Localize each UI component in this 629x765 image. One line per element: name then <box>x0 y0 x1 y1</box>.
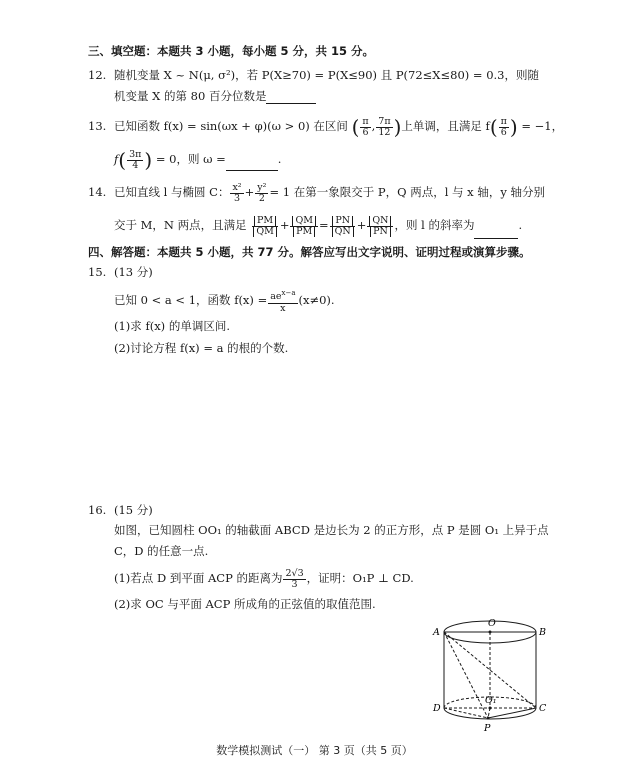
q14-text-b: = 1 在第一象限交于 P，Q 两点，l 与 x 轴，y 轴分别 <box>269 185 545 199</box>
q14-text-a: 已知直线 l 与椭圆 C： <box>114 185 230 199</box>
q15-function-frac <box>268 288 297 313</box>
q13-text-d: = 0，则 ω = <box>155 152 226 166</box>
q13-f: f <box>114 152 119 166</box>
q13-text-c: = −1， <box>521 119 564 133</box>
q13-text-b: 上单调，且满足 f <box>401 119 490 133</box>
q16-part1 <box>114 566 414 590</box>
q13-paren2-close: ) <box>144 148 153 172</box>
q16-part1-a: (1)若点 D 到平面 ACP 的距离为 <box>114 571 283 585</box>
q14-text-c: 交于 M，N 两点，且满足 <box>114 218 247 232</box>
q14-pm-1: PM <box>254 216 276 226</box>
q13-paren-open: ( <box>489 115 498 139</box>
q14-qm-1: QM <box>253 227 277 237</box>
q12-answer-blank <box>266 89 316 104</box>
q14-number: 14. <box>88 185 107 199</box>
q13-pi6 <box>499 117 509 138</box>
q16-distance-frac <box>283 569 305 590</box>
q14-qn-2: QN <box>369 216 391 226</box>
q14-qn-1: QN <box>332 227 354 237</box>
q15-num-sup: x−a <box>281 289 296 298</box>
q16-part1-b: ，证明：O₁P ⊥ CD. <box>306 571 414 585</box>
q12-text2: 机变量 X 的第 80 百分位数是 <box>114 89 267 103</box>
point-O1 <box>489 707 492 710</box>
q13-3pi4-num: 3π <box>129 148 142 160</box>
q13-number: 13. <box>88 119 107 133</box>
label-O: O <box>488 618 496 629</box>
segment-AP <box>444 632 488 718</box>
q14-qm-2: QM <box>292 216 316 226</box>
q14-frac-pn-qn <box>330 216 356 237</box>
q14-frac-qn-pn <box>367 216 393 237</box>
q13-paren2-open: ( <box>118 148 127 172</box>
q13-3pi4-den: 4 <box>132 159 139 171</box>
q15-number: 15. <box>88 265 107 279</box>
q16-header <box>88 503 153 517</box>
q14-pn-2: PN <box>370 227 391 237</box>
q13-line2: f( $\frac{3\pi}{4}$ ) = 0，则 ω = . <box>114 148 282 172</box>
q14-y2-over-2 <box>255 183 268 204</box>
q16-line2: C，D 的任意一点. <box>114 544 209 558</box>
q14-line1: 14. 已知直线 l 与椭圆 C： $\frac{\text{x²}}{3}$ + $\frac{\text{y²}}{2}$ = 1 在第一象限交于 P，Q 两点，l 与 x 轴，y 轴分别 <box>88 181 545 204</box>
q15-num: ae <box>270 291 282 303</box>
q15-score: (13 分) <box>114 265 153 279</box>
cylinder-diagram <box>430 612 550 737</box>
q16-dist-num: 2√3 <box>285 567 304 579</box>
label-O1: O₁ <box>485 695 497 706</box>
page-footer: 数学模拟测试（一） 第 3 页（共 5 页） <box>216 744 413 757</box>
q15-stem <box>114 288 335 314</box>
q14-text-d: ，则 l 的斜率为 <box>394 218 475 232</box>
q13-answer-blank <box>226 148 278 171</box>
q15-stem-b: (x≠0). <box>298 293 335 307</box>
section-fill-blank-heading: 三、填空题：本题共 3 小题，每小题 5 分，共 15 分。 <box>88 44 375 58</box>
q15-header <box>88 265 153 279</box>
segment-O1P <box>488 708 490 718</box>
q12-line1 <box>88 68 539 82</box>
label-P: P <box>484 723 491 734</box>
q14-answer-blank <box>474 212 518 239</box>
q15-part2: (2)讨论方程 f(x) = a 的根的个数. <box>114 341 289 355</box>
q16-dist-den: 3 <box>291 578 298 590</box>
label-D: D <box>433 703 441 714</box>
q14-den3: 3 <box>234 192 241 204</box>
q16-line1: 如图，已知圆柱 OO₁ 的轴截面 ABCD 是边长为 2 的正方形，点 P 是圆 O₁ 上异于点 <box>114 523 549 537</box>
segment-PC <box>488 708 536 718</box>
q14-y2: y² <box>257 181 267 193</box>
q13-il-num: π <box>362 115 369 127</box>
q13-interval-left <box>360 117 370 138</box>
q15-part1: (1)求 f(x) 的单调区间. <box>114 319 230 333</box>
label-A: A <box>433 627 440 638</box>
point-P <box>487 717 490 720</box>
q12-text1: 随机变量 X ~ N(μ, σ²)，若 P(X≥70) = P(X≤90) 且 P(72≤X≤80) = 0.3，则随 <box>114 68 539 82</box>
q16-part2: (2)求 OC 与平面 ACP 所成角的正弦值的取值范围. <box>114 597 376 611</box>
q14-pn-1: PN <box>332 216 353 226</box>
q13-il-den: 6 <box>362 126 369 138</box>
q14-pm-2: PM <box>293 227 315 237</box>
q15-stem-a: 已知 0 < a < 1，函数 f(x) = <box>114 293 268 307</box>
q13-interval-right <box>376 117 392 138</box>
q14-x2: x² <box>232 181 242 193</box>
point-O <box>489 631 492 634</box>
q12-number: 12. <box>88 68 107 82</box>
q16-number: 16. <box>88 503 107 517</box>
segment-DP <box>444 708 488 718</box>
q13-paren-close: ) <box>509 115 518 139</box>
q13-pi6-num: π <box>500 115 507 127</box>
q13-ir-den: 12 <box>378 126 391 138</box>
q13-interval-close: ) <box>393 115 402 139</box>
q12-line2 <box>114 89 316 104</box>
q16-score: (15 分) <box>114 503 153 517</box>
q14-den2: 2 <box>258 192 265 204</box>
q15-den: x <box>280 302 286 314</box>
section-solve-heading: 四、解答题：本题共 5 小题，共 77 分。解答应写出文字说明、证明过程或演算步骤。 <box>88 245 531 259</box>
q14-line2: 交于 M，N 两点，且满足 $\frac{PM}{QM}$ + $\frac{QM}{PM}$ = $\frac{PN}{QN}$ + $\frac{QN}{PN}$ ，则 l 的斜率为 . <box>114 212 522 239</box>
q13-3pi4 <box>127 150 143 171</box>
q14-frac-qm-pm <box>290 216 318 237</box>
label-C: C <box>539 703 547 714</box>
q13-ir-num: 7π <box>378 115 391 127</box>
q13-line1: 13. 已知函数 f(x) = sin(ωx + φ)(ω > 0) 在区间 ( $\frac{\pi}{6}$ , $\frac{7\pi}{12}$ )上单调，且满足 f( $\frac{\pi}{6}$ ) = −1， <box>88 115 564 139</box>
label-B: B <box>539 627 546 638</box>
q14-x2-over-3 <box>230 183 243 204</box>
q13-text-a: 已知函数 f(x) = sin(ωx + φ)(ω > 0) 在区间 <box>114 119 348 133</box>
q14-frac-pm-qm <box>251 216 279 237</box>
q13-interval-open: ( <box>351 115 360 139</box>
q13-pi6-den: 6 <box>500 126 507 138</box>
